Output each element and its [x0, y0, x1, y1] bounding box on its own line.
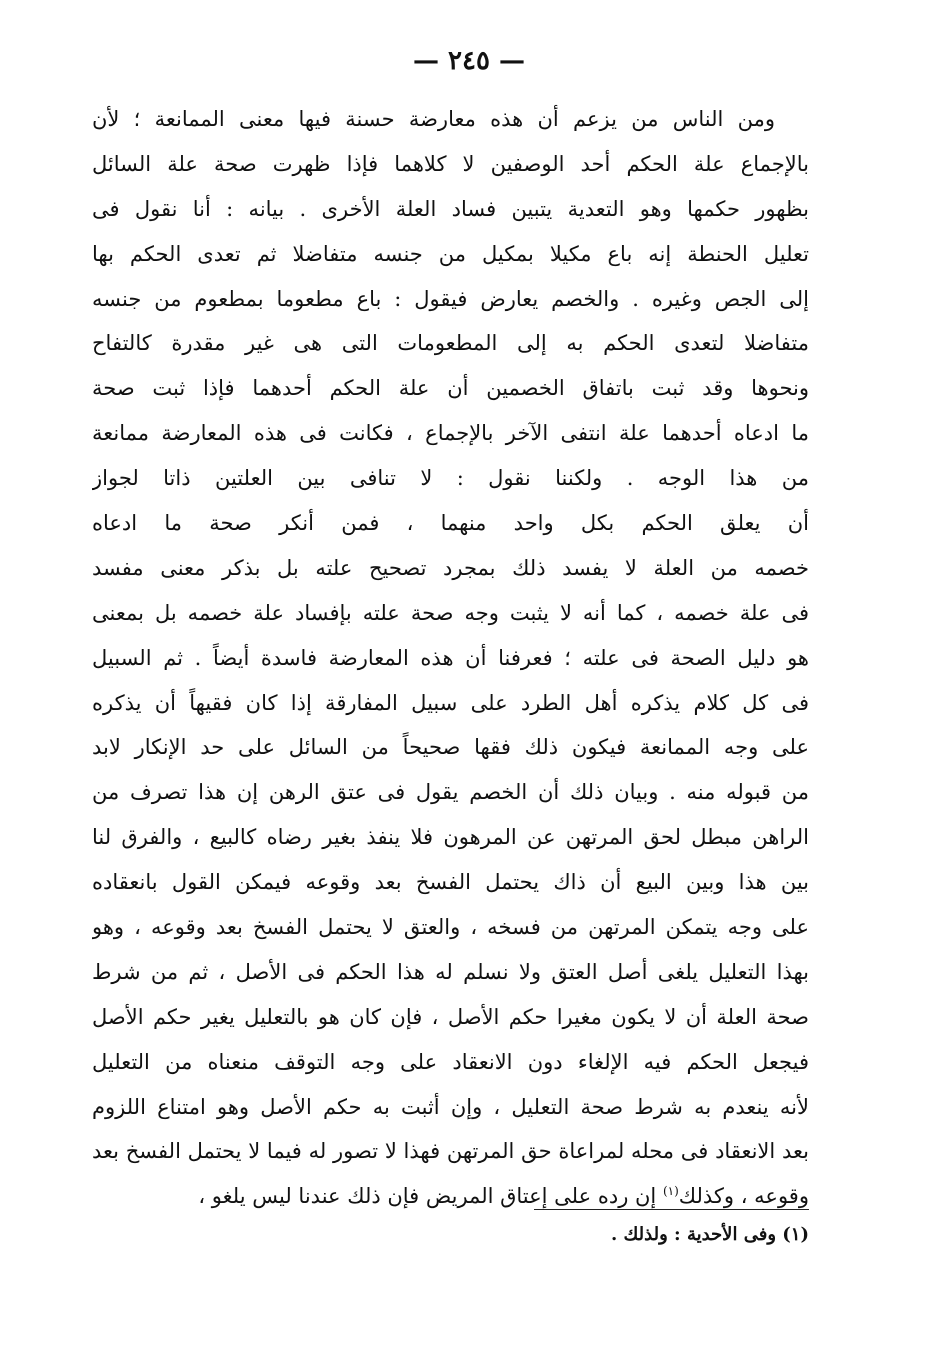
last-line-end: إن رده على إعتاق المريض فإن ذلك عندنا ليس يلغو ، — [198, 1184, 663, 1209]
text-line: هو دليل الصحة فى علته ؛ فعرفنا أن هذه المعارضة فاسدة أيضاً . ثم السبيل — [92, 645, 809, 670]
text-line: تعليل الحنطة إنه باع مكيلا بمكيل من جنسه متفاضلا ثم تعدى الحكم بها — [92, 241, 809, 266]
text-line: على وجه يتمكن المرتهن من فسخه ، والعتق لا يحتمل الفسخ بعد وقوعه ، وهو — [92, 915, 809, 940]
main-text-block — [92, 97, 809, 1219]
page-number: — ٢٤٥ — — [412, 46, 526, 76]
text-line: الراهن مبطل لحق المرتهن عن المرهون فلا ينفذ بغير رضاه كالبيع ، والفرق لنا — [92, 825, 809, 850]
text-line: فى كل كلام يذكره أهل الطرد على سبيل المفارقة إذا كان فقيهاً أن يذكره — [92, 690, 809, 715]
last-text-line — [92, 1174, 809, 1219]
footnote: (١) وفى الأحدية : ولذلك . — [610, 1224, 809, 1245]
text-line: إلى الجص وغيره . والخصم يعارض فيقول : باع مطعوما بمطعوم من جنسه — [92, 286, 809, 311]
text-line: فيجعل الحكم فيه الإلغاء دون الانعقاد على وجه التوقف منعناه من التعليل — [92, 1049, 809, 1074]
text-line: بهذا التعليل يلغى أصل العتق ولا نسلم له هذا الحكم فى الأصل ، ثم من شرط — [92, 959, 809, 984]
text-line: بين هذا وبين البيع أن ذاك يحتمل الفسخ بعد وقوعه فيمكن القول بانعقاده — [92, 870, 809, 895]
text-line: على وجه الممانعة فيكون ذلك فقها صحيحاً من السائل على حد الإنكار لابد — [92, 735, 809, 760]
text-line: أن يعلق الحكم بكل واحد منهما ، فمن أنكر صحة ما ادعاه — [92, 511, 809, 536]
text-line: ومن الناس من يزعم أن هذه معارضة حسنة فيها معنى الممانعة ؛ لأن — [92, 107, 775, 131]
text-line: صحة العلة أن لا يكون مغيرا حكم الأصل ، فإن كان هو بالتعليل يغير حكم الأصل — [92, 1004, 809, 1029]
last-line-start: وقوعه ، وكذلك — [678, 1184, 809, 1209]
footnote-divider — [534, 1209, 809, 1210]
footnote-reference: (١) — [662, 1184, 679, 1199]
text-line: بالإجماع علة الحكم أحد الوصفين لا كلاهما فإذا ظهرت صحة علة السائل — [92, 151, 809, 176]
text-line: من قبوله منه . وبيان ذلك أن الخصم يقول فى عتق الرهن إن هذا تصرف من — [92, 780, 809, 805]
text-line: ونحوها وقد ثبت باتفاق الخصمين أن علة الحكم أحدهما فإذا ثبت صحة — [92, 376, 809, 401]
text-line: لأنه ينعدم به شرط صحة التعليل ، وإن أثبت به حكم الأصل وهو امتناع اللزوم — [92, 1094, 809, 1119]
text-line: فى علة خصمه ، كما أنه لا يثبت وجه صحة علته بإفساد علة خصمه بل بمعنى — [92, 600, 809, 625]
text-line: بعد الانعقاد فى محله لمراعاة حق المرتهن فهذا لا تصور له فيما لا يحتمل الفسخ بعد — [92, 1139, 809, 1164]
text-line: ما ادعاه أحدهما علة انتفى الآخر بالإجماع ، فكانت فى هذه المعارضة ممانعة — [92, 421, 809, 446]
text-line: بظهور حكمها وهو التعدية يتبين فساد العلة الأخرى . بيانه : أنا نقول فى — [92, 196, 809, 221]
text-line: متفاضلا لتعدى الحكم به إلى المطعومات التى هى غير مقدرة كالتفاح — [92, 331, 809, 356]
text-line: من هذا الوجه . ولكننا نقول : لا تنافى بين العلتين ذاتا لجواز — [92, 466, 809, 491]
text-line: خصمه من العلة لا يفسد ذلك بمجرد تصحيح علته بل بذكر معنى مفسد — [92, 555, 809, 580]
